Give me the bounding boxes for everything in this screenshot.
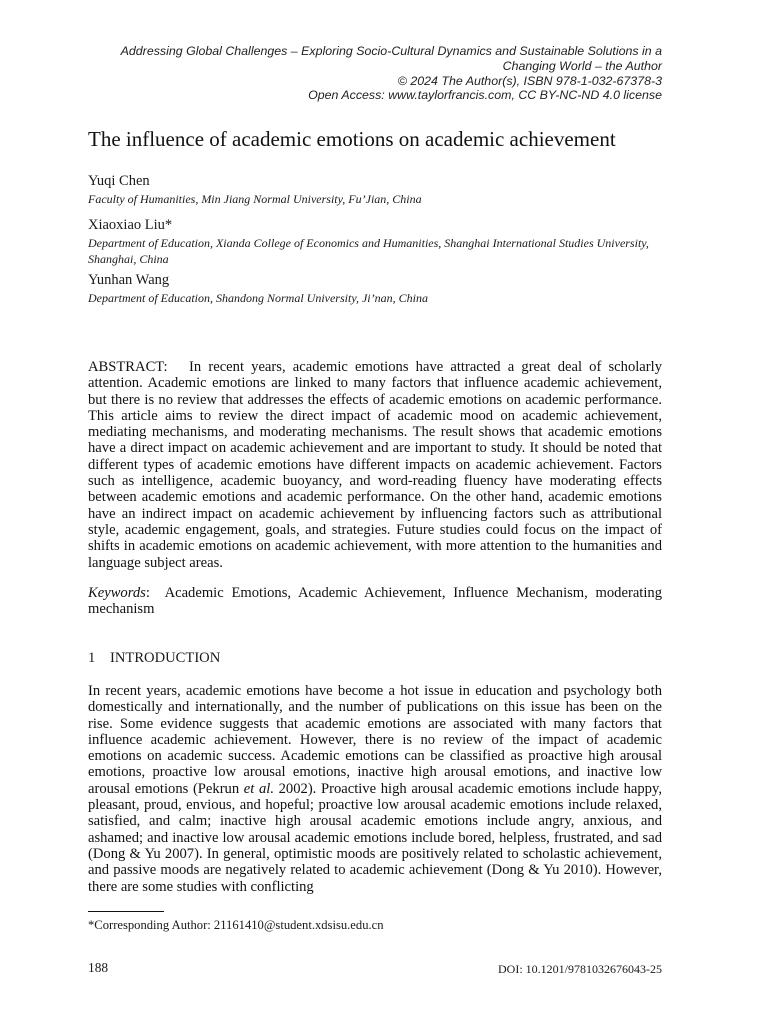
abstract-text: In recent years, academic emotions have attracted a great deal of scholarly attention. Academic emotions are linked to many factors that influence academic achievement, but there is no review that addresses the effects of academic emotions on academic performance. This article aims to review the direct impact of academic mood on academic achievement, mediating mechanisms, and moderating mechanisms. The result shows that academic emotions have a direct impact on academic achievement and are important to study. It should be noted that different types of academic emotions have different impacts on academic achievement. Factors such as intelligence, academic buoyancy, and word-reading fluency have moderating effects between academic emotions and academic performance. On the other hand, academic emotions have an indirect impact on academic achievement by influencing factors such as attributional style, academic engagement, goals, and strategies. Future studies could focus on the impact of shifts in academic emotions on academic achievement, with more attention to the humanities and language subject areas. (88, 359, 662, 571)
section-title: INTRODUCTION (110, 650, 221, 666)
author-affiliation: Department of Education, Shandong Normal University, Ji’nan, China (88, 291, 428, 305)
keywords-text: Academic Emotions, Academic Achievement, Influence Mechanism, moderating mechanism (88, 585, 662, 618)
header-line-3: © 2024 The Author(s), ISBN 978-1-032-67378-3 (397, 73, 662, 88)
doi: DOI: 10.1201/9781032676043-25 (498, 962, 662, 976)
keywords-label: Keywords (88, 585, 146, 601)
abstract-label: ABSTRACT: (88, 359, 168, 375)
intro-text-part-2: 2002). Proactive high arousal academic emotions include happy, pleasant, proud, envious, and hopeful; proactive low arousal academic emotions include relaxed, satisfied, and calm; inactive high arousal academic emotions include angry, anxious, and ashamed; and inactive low arousal academic emotions include bored, helpless, frustrated, and sad (Dong & Yu 2007). In general, optimistic moods are positively related to scholastic achievement, and passive moods are negatively related to academic achievement (Dong & Yu 2010). However, there are some studies with conflicting (88, 780, 662, 895)
paper-title: The influence of academic emotions on academic achievement (88, 127, 616, 151)
section-heading (88, 649, 220, 667)
header-line-1: Addressing Global Challenges – Exploring Socio-Cultural Dynamics and Sustainable Solutions in a (120, 44, 662, 58)
abstract (88, 359, 662, 571)
running-header (88, 44, 662, 103)
intro-text-part-1: In recent years, academic emotions have become a hot issue in education and psychology both domestically and internationally, and the number of publications on this issue has been on the rise. Some evidence suggests that academic emotions are associated with many factors that influence academic achievement. However, there is no review of the impact of academic emotions on academic success. Academic emotions can be classified as proactive high arousal emotions, proactive low arousal emotions, inactive high arousal emotions, and inactive low arousal emotions (Pekrun (88, 683, 662, 797)
author-affiliation: Department of Education, Xianda College of Economics and Humanities, Shanghai International Studies University, Shanghai, China (88, 236, 649, 266)
author-name: Yuqi Chen (88, 173, 150, 189)
author-affiliation: Faculty of Humanities, Min Jiang Normal University, Fu’Jian, China (88, 192, 422, 206)
page-number: 188 (88, 960, 109, 975)
intro-et-al: et al. (243, 780, 274, 797)
keywords: Keywords: Academic Emotions, Academic Achievement, Influence Mechanism, moderating mechanism (88, 585, 662, 618)
author-block (88, 172, 668, 208)
header-line-2: Changing World – the Author (502, 58, 662, 73)
footnote-rule (88, 911, 164, 912)
author-name: Xiaoxiao Liu* (88, 217, 173, 233)
section-number: 1 (88, 650, 96, 666)
introduction-paragraph (88, 683, 662, 895)
author-block (88, 271, 668, 307)
author-block (88, 216, 668, 267)
header-line-4: Open Access: www.taylorfrancis.com, CC BY-NC-ND 4.0 license (308, 88, 662, 103)
author-name: Yunhan Wang (88, 272, 170, 288)
footnote: *Corresponding Author: 21161410@student.xdsisu.edu.cn (88, 918, 384, 932)
